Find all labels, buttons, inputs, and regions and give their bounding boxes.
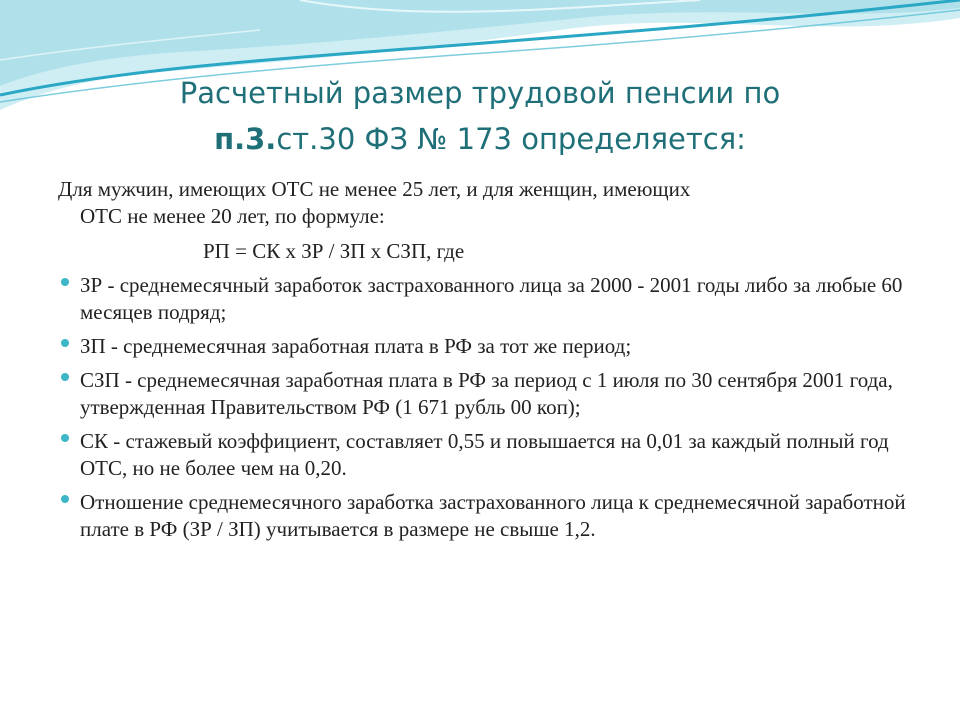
title-line-1: Расчетный размер трудовой пенсии по — [179, 76, 781, 110]
list-item — [58, 272, 908, 326]
bullet-dot-icon — [61, 434, 69, 442]
title-rest: ст.30 ФЗ № 173 определяется: — [276, 122, 746, 156]
list-item-text: СЗП - среднемесячная заработная плата в РФ за период с 1 июля по 30 сентября 2001 года, утвержденная Правительством РФ (1 671 рубль 00 коп); — [80, 368, 893, 419]
list-item — [58, 428, 908, 482]
bullet-dot-icon — [61, 278, 69, 286]
bullet-list — [58, 272, 908, 543]
bullet-dot-icon — [61, 339, 69, 347]
formula: РП = СК х ЗР / ЗП х СЗП, где — [203, 239, 465, 263]
list-item — [58, 489, 908, 543]
list-item-text: Отношение среднемесячного заработка застрахованного лица к среднемесячной заработной плате в РФ (ЗР / ЗП) учитывается в размере не свыше 1,2. — [80, 490, 906, 541]
list-item — [58, 333, 908, 360]
list-item — [58, 367, 908, 421]
bullet-dot-icon — [61, 373, 69, 381]
bullet-dot-icon — [61, 495, 69, 503]
title-bold-part: п.3. — [214, 122, 277, 156]
intro-line-2: ОТС не менее 20 лет, по формуле: — [80, 204, 385, 228]
title-line-2 — [60, 116, 900, 162]
list-item-text: ЗП - среднемесячная заработная плата в РФ за тот же период; — [80, 334, 632, 358]
slide-content — [58, 176, 908, 543]
intro-paragraph — [58, 176, 908, 230]
intro-line-1: Для мужчин, имеющих ОТС не менее 25 лет, и для женщин, имеющих — [58, 177, 691, 201]
list-item-text: СК - стажевый коэффициент, составляет 0,55 и повышается на 0,01 за каждый полный год ОТС, но не более чем на 0,20. — [80, 429, 889, 480]
slide-title — [60, 70, 900, 162]
list-item-text: ЗР - среднемесячный заработок застрахованного лица за 2000 - 2001 годы либо за любые 60 месяцев подряд; — [80, 273, 903, 324]
